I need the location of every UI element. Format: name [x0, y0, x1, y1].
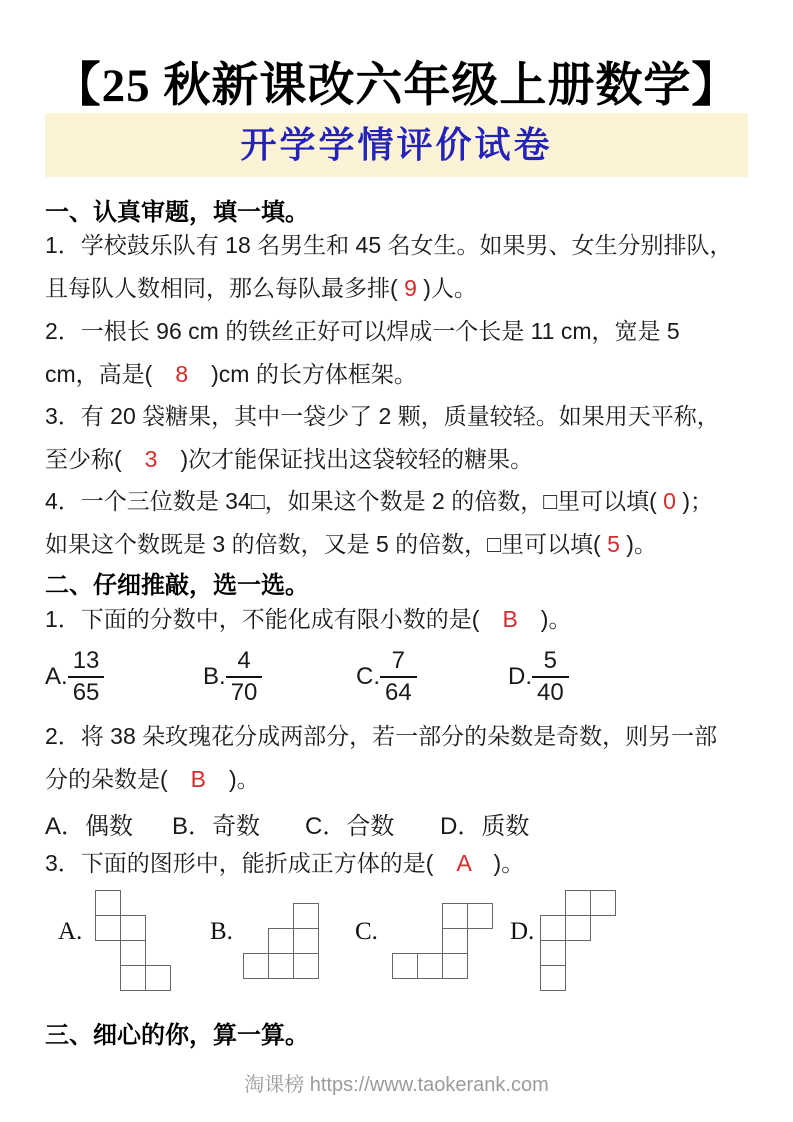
s2-q1-pre: 1．下面的分数中，不能化成有限小数的是( — [45, 606, 503, 632]
s1-q4-line1-pre: 4．一个三位数是 34□，如果这个数是 2 的倍数，□里可以填( — [45, 488, 664, 514]
net-d-label: D. — [510, 918, 535, 945]
net-square — [590, 890, 616, 916]
fraction-option-c-label: C. — [356, 663, 380, 690]
s2-q2-line2-post: )。 — [206, 766, 260, 792]
net-square — [268, 953, 294, 979]
net-square — [540, 915, 566, 941]
s2-q1-answer: B — [502, 606, 518, 632]
watermark-footer: 淘课榜 https://www.taokerank.com — [244, 1074, 549, 1096]
s1-q2-line2 — [45, 359, 765, 389]
fraction-a-numerator: 13 — [68, 648, 105, 678]
fraction-option-a — [45, 648, 104, 706]
s1-q2-line2-post: )cm 的长方体框架。 — [188, 361, 417, 387]
fraction-option-c — [356, 648, 417, 706]
s1-q4-line1 — [45, 486, 765, 516]
fraction-option-d — [508, 648, 569, 706]
net-square — [95, 915, 121, 941]
section1-heading: 一、认真审题，填一填。 — [45, 199, 309, 226]
fraction-c-numerator: 7 — [380, 648, 417, 678]
fraction-a-denominator: 65 — [72, 679, 100, 706]
fraction-c-denominator: 64 — [385, 679, 412, 706]
s2-q1-post: )。 — [517, 606, 572, 632]
net-square — [565, 890, 591, 916]
fraction-a — [68, 648, 105, 706]
net-square — [243, 953, 269, 979]
fraction-b-denominator: 70 — [230, 679, 258, 706]
net-square — [120, 915, 146, 941]
net-b-label: B. — [210, 918, 233, 945]
word-option-b: B．奇数 — [172, 813, 261, 840]
s2-q3-answer: A — [456, 850, 471, 876]
fraction-d — [532, 648, 569, 706]
s1-q3-line1: 3．有 20 袋糖果，其中一袋少了 2 颗，质量较轻。如果用天平称， — [45, 403, 720, 429]
s1-q3-line2 — [45, 444, 765, 474]
s1-q1-line2-post: )人。 — [416, 275, 477, 301]
fraction-option-b — [203, 648, 262, 706]
net-square — [442, 953, 468, 979]
s1-q1-line1: 1．学校鼓乐队有 18 名男生和 45 名女生。如果男、女生分别排队， — [45, 232, 733, 258]
word-option-c: C．合数 — [305, 813, 395, 840]
fraction-option-b-label: B. — [203, 663, 226, 690]
s1-q4-answer2: 5 — [607, 531, 620, 557]
s1-q2-line1: 2．一根长 96 cm 的铁丝正好可以焊成一个长是 11 cm，宽是 5 — [45, 318, 680, 344]
s2-q1-line — [45, 604, 765, 634]
net-square — [540, 965, 566, 991]
fraction-c — [380, 648, 417, 706]
net-square — [392, 953, 418, 979]
net-square — [565, 915, 591, 941]
s2-q3-pre: 3．下面的图形中，能折成正方体的是( — [45, 850, 457, 876]
net-square — [145, 965, 171, 991]
net-square — [268, 928, 294, 954]
subtitle-banner — [45, 113, 748, 177]
net-square — [95, 890, 121, 916]
net-square — [442, 928, 468, 954]
s1-q3-line2-pre: 至少称( — [45, 446, 145, 472]
s2-q2-line2 — [45, 764, 765, 794]
net-square — [120, 965, 146, 991]
s2-q2-line1: 2．将 38 朵玫瑰花分成两部分，若一部分的朵数是奇数，则另一部 — [45, 723, 718, 749]
s1-q2-line2-pre: cm，高是( — [45, 361, 176, 387]
page-title: 【25 秋新课改六年级上册数学】 — [53, 60, 740, 112]
s1-q1-answer: 9 — [404, 275, 417, 301]
s1-q4-line2 — [45, 529, 765, 559]
net-square — [293, 953, 319, 979]
s1-q2-answer: 8 — [175, 361, 189, 387]
word-option-d: D．质数 — [440, 813, 530, 840]
s1-q3-answer: 3 — [144, 446, 158, 472]
s1-q3-line2-post: )次才能保证找出这袋较轻的糖果。 — [157, 446, 534, 472]
fraction-option-a-label: A. — [45, 663, 68, 690]
net-square — [120, 940, 146, 966]
fraction-option-d-label: D. — [508, 663, 532, 690]
s1-q1-line2 — [45, 273, 765, 303]
subtitle-text: 开学学情评价试卷 — [240, 125, 553, 165]
net-square — [442, 903, 468, 929]
s1-q1-line2-pre: 且每队人数相同，那么每队最多排( — [45, 275, 405, 301]
s2-q2-line2-pre: 分的朵数是( — [45, 766, 191, 792]
s2-q3-line — [45, 848, 765, 878]
net-square — [293, 903, 319, 929]
fraction-b-numerator: 4 — [226, 648, 263, 678]
word-option-a: A．偶数 — [45, 813, 134, 840]
s1-q4-line2-pre: 如果这个数既是 3 的倍数，又是 5 的倍数，□里可以填( — [45, 531, 608, 557]
net-c-label: C. — [355, 918, 378, 945]
net-square — [417, 953, 443, 979]
net-square — [293, 928, 319, 954]
s2-q2-answer: B — [190, 766, 207, 792]
s1-q4-answer1: 0 — [663, 488, 676, 514]
net-square — [467, 903, 493, 929]
s1-q4-line2-post: )。 — [619, 531, 657, 557]
s2-q3-post: )。 — [470, 850, 525, 876]
net-a-label: A. — [58, 918, 83, 945]
fraction-d-denominator: 40 — [537, 679, 564, 706]
section3-heading: 三、细心的你，算一算。 — [45, 1022, 309, 1049]
s1-q4-line1-post: )； — [675, 488, 714, 514]
fraction-d-numerator: 5 — [532, 648, 569, 678]
section2-heading: 二、仔细推敲，选一选。 — [45, 572, 309, 599]
fraction-b — [226, 648, 263, 706]
net-square — [540, 940, 566, 966]
